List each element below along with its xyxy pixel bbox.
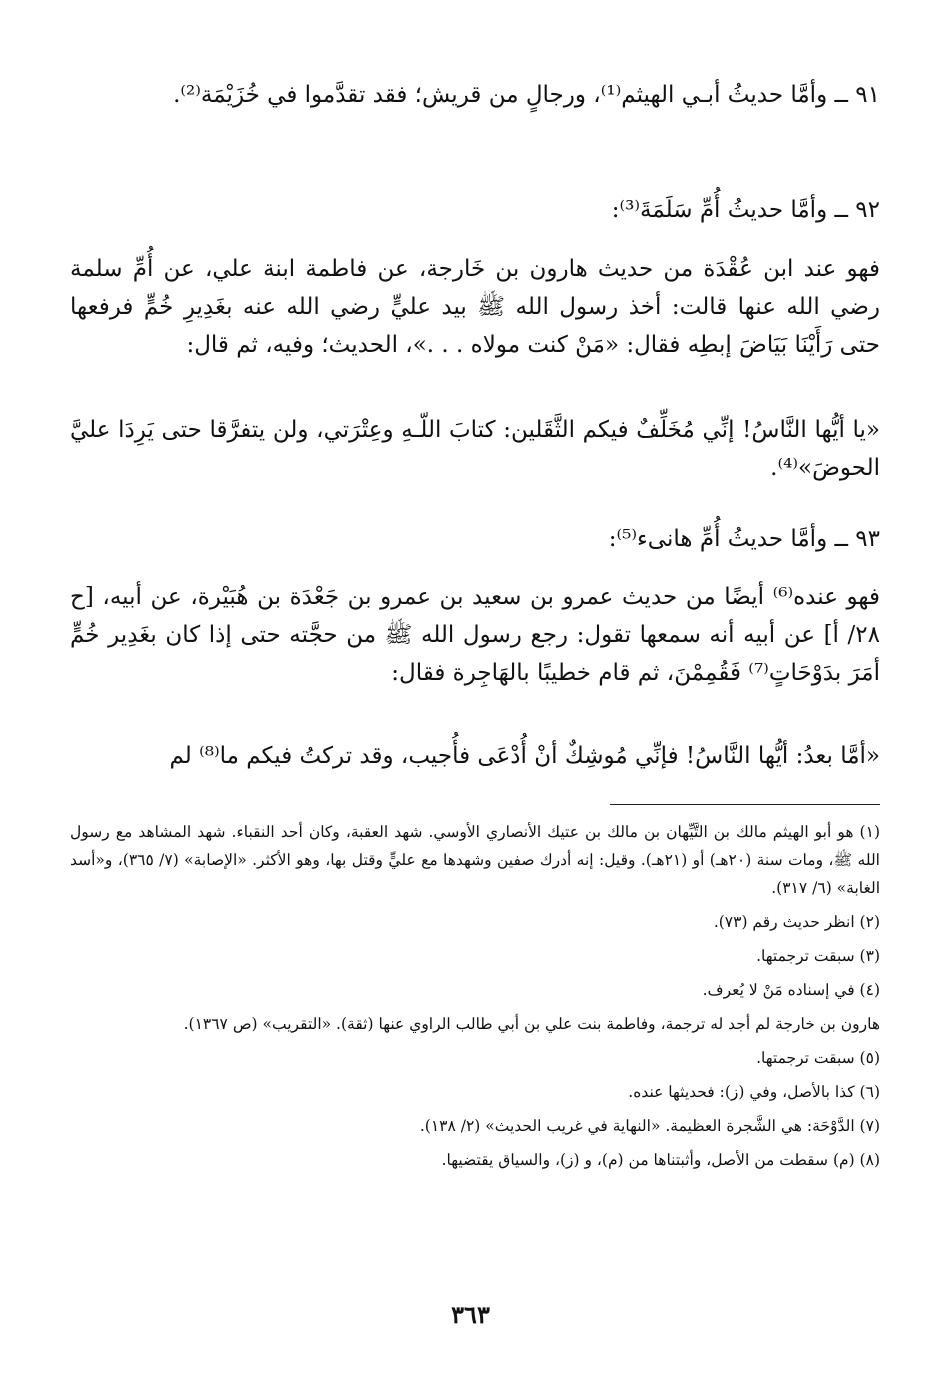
footnote-4: (٤) في إسناده مَنْ لا يُعرف. <box>702 981 880 999</box>
paragraph-93: ٩٣ ــ وأمَّا حديثُ أُمِّ هانىء⁽⁵⁾: <box>608 526 880 552</box>
footnote-5: (٥) سبقت ترجمتها. <box>756 1049 880 1067</box>
footnote-7: (٧) الدَّوْحَة: هي الشَّجرة العظيمة. «النهاية في غريب الحديث» (٢/ ١٣٨). <box>419 1117 880 1135</box>
footnote-separator <box>610 804 880 805</box>
paragraph-92: ٩٢ ــ وأمَّا حديثُ أُمِّ سَلَمَةَ⁽³⁾: <box>611 197 880 223</box>
hadith-91 <box>70 76 880 114</box>
footnote-2: (٢) انظر حديث رقم (٧٣). <box>713 913 880 931</box>
hadith-93-body <box>70 578 880 692</box>
footnote-8: (٨) (م) سقطت من الأصل، وأثبتناها من (م)، و (ز)، والسياق يقتضيها. <box>441 1151 880 1169</box>
footnotes <box>70 818 880 1180</box>
hadith-93-heading <box>70 520 880 558</box>
footnote-6: (٦) كذا بالأصل، وفي (ز): فحديثها عنده. <box>628 1083 880 1101</box>
paragraph-92-body: فهو عند ابن عُقْدَة من حديث هارون بن خَارجة، عن فاطمة ابنة علي، عن أُمِّ سلمة رضي الله عنها قالت: أخذ رسول الله ﷺ بيد عليٍّ رضي الله عنه بغَدِيرِ خُمٍّ فرفعها حتى رَأَيْنَا بَيَاضَ إبطِه فقال: «مَنْ كنت مولاه . . .»، الحديث؛ وفيه، ثم قال: <box>70 256 880 358</box>
footnote-4-continued: هارون بن خارجة لم أجد له ترجمة، وفاطمة بنت علي بن أبي طالب الراوي عنها (ثقة). «التقريب» (ص ١٣٦٧). <box>183 1015 880 1033</box>
hadith-92-quote <box>70 411 880 487</box>
hadith-93-quote <box>70 737 880 775</box>
footnote-1: (١) هو أبو الهيثم مالك بن التَّيِّهان بن مالك بن عتيك الأنصاري الأوسي. شهد العقبة، وكان أحد النقباء. شهد المشاهد مع رسول الله ﷺ، ومات سنة (٢٠هـ) أو (٢١هـ). وقيل: إنه أدرك صفين وشهدها مع عليٍّ وقتل بها، وهو الأكثر. «الإصابة» (٧/ ٣٦٥)، و«أسد الغابة» (٦/ ٣١٧). <box>70 823 880 897</box>
hadith-92-body <box>70 250 880 364</box>
page-number: ٣٦٣ <box>451 1300 490 1329</box>
paragraph-93-body: فهو عنده⁽⁶⁾ أيضًا من حديث عمرو بن سعيد بن عمرو بن جَعْدَة بن هُبَيْرة، عن أبيه، [ح ٢٨/ أ] عن أبيه أنه سمعها تقول: رجع رسول الله ﷺ من حجَّته حتى إذا كان بغَدِير خُمٍّ أمَرَ بدَوْحَاتٍ⁽⁷⁾ فَقُمِمْنَ، ثم قام خطيبًا بالهَاجِرة فقال: <box>70 584 880 686</box>
paragraph-91: ٩١ ــ وأمَّا حديثُ أبـي الهيثم⁽¹⁾، ورجالٍ من قريش؛ فقد تقدَّموا في خُزَيْمَة⁽²⁾. <box>173 82 880 108</box>
paragraph-93-quote: «أمَّا بعدُ: أيُّها النَّاسُ! فإنِّي مُوشِكٌ أنْ أُدْعَى فأُجيب، وقد تركتُ فيكم ما⁽⁸⁾ لم <box>169 743 880 769</box>
hadith-92-heading <box>70 191 880 229</box>
paragraph-92-quote: «يا أيُّها النَّاسُ! إنِّي مُخَلِّفٌ فيكم الثَّقَلين: كتابَ اللّـهِ وعِتْرَتي، ولن يتفرَّقا حتى يَرِدَا عليَّ الحوضَ»⁽⁴⁾. <box>70 417 880 481</box>
footnote-3: (٣) سبقت ترجمتها. <box>756 947 880 965</box>
